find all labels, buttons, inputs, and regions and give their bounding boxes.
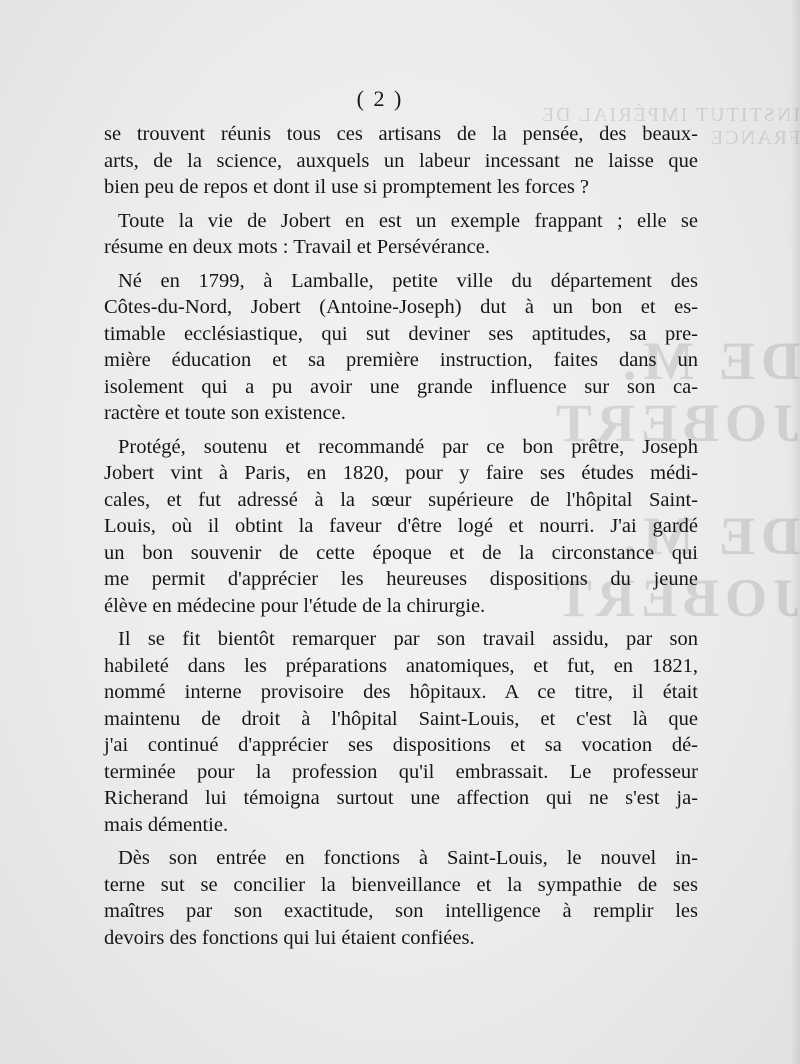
text-line: terminée pour la profession qu'il embrassait. Le professeur: [104, 760, 698, 783]
text-line: Louis, où il obtint la faveur d'être logé et nourri. J'ai gardé: [104, 515, 698, 537]
page-edge-shadow: [790, 0, 800, 1064]
text-line: timable ecclésiastique, qui sut deviner ses aptitudes, sa pre-: [104, 322, 698, 345]
paragraph-gap: [104, 201, 698, 208]
text-line: nommé interne provisoire des hôpitaux. A ce titre, il était: [104, 681, 698, 703]
bleed-through-title: DE M. JOBERT: [549, 331, 800, 453]
text-line: mière éducation et sa première instruction, faites dans un: [104, 349, 698, 371]
text-line: habileté dans les préparations anatomiques, et fut, en 1821,: [104, 654, 698, 677]
paragraph-gap: [104, 838, 698, 845]
text-line: se trouvent réunis tous ces artisans de la pensée, des beaux-: [104, 123, 698, 145]
bleed-through-title-2: DE M. JOBERT: [549, 506, 800, 628]
paragraph-gap: [104, 261, 698, 268]
text-line: Jobert vint à Paris, en 1820, pour y faire ses études médi-: [104, 462, 698, 484]
paragraph-gap: [104, 619, 698, 626]
text-line: me permit d'apprécier les heureuses dispositions du jeune: [104, 568, 698, 590]
text-line: mais démentie.: [104, 813, 229, 836]
text-line: Dès son entrée en fonctions à Saint-Louis, le nouvel in-: [118, 847, 698, 869]
paragraph-gap: [104, 427, 698, 434]
text-line: ractère et toute son existence.: [104, 402, 346, 424]
text-line: devoirs des fonctions qui lui étaient confiées.: [104, 926, 475, 949]
body-text: [104, 121, 698, 951]
text-line: Il se fit bientôt remarquer par son travail assidu, par son: [118, 628, 698, 650]
text-line: terne sut se concilier la bienveillance et la sympathie de ses: [104, 873, 698, 896]
page-number: ( 2 ): [356, 86, 404, 111]
text-line: j'ai continué d'apprécier ses dispositions et sa vocation dé-: [104, 734, 698, 756]
text-line: élève en médecine pour l'étude de la chirurgie.: [104, 594, 486, 617]
text-line: Toute la vie de Jobert en est un exemple frappant ; elle se: [118, 209, 698, 232]
text-line: cales, et fut adressé à la sœur supérieure de l'hôpital Saint-: [104, 488, 698, 511]
text-line: arts, de la science, auxquels un labeur incessant ne laisse que: [104, 149, 698, 172]
bleed-through-heading: INSTITUT IMPÉRIAL DE FRANCE: [540, 104, 800, 149]
text-line: Richerand lui témoigna surtout une affection qui ne s'est ja-: [104, 787, 698, 809]
paragraph: [104, 208, 698, 261]
text-line: Protégé, soutenu et recommandé par ce bon prêtre, Joseph: [118, 435, 698, 458]
text-line: Côtes-du-Nord, Jobert (Antoine-Joseph) dut à un bon et es-: [104, 296, 698, 318]
text-line: maîtres par son exactitude, son intelligence à remplir les: [104, 900, 698, 922]
text-line: résume en deux mots : Travail et Persévérance.: [104, 236, 490, 258]
text-line: bien peu de repos et dont il use si promptement les forces ?: [104, 176, 590, 198]
text-line: isolement qui a pu avoir une grande influence sur son ca-: [104, 375, 698, 398]
paragraph: [104, 845, 698, 951]
text-line: un bon souvenir de cette époque et de la circonstance qui: [104, 541, 698, 564]
text-line: maintenu de droit à l'hôpital Saint-Louis, et c'est là que: [104, 707, 698, 730]
paragraph: [104, 268, 698, 427]
text-line: Né en 1799, à Lamballe, petite ville du département des: [118, 269, 698, 292]
paragraph: [104, 626, 698, 838]
paragraph: [104, 121, 698, 201]
paragraph: [104, 434, 698, 620]
